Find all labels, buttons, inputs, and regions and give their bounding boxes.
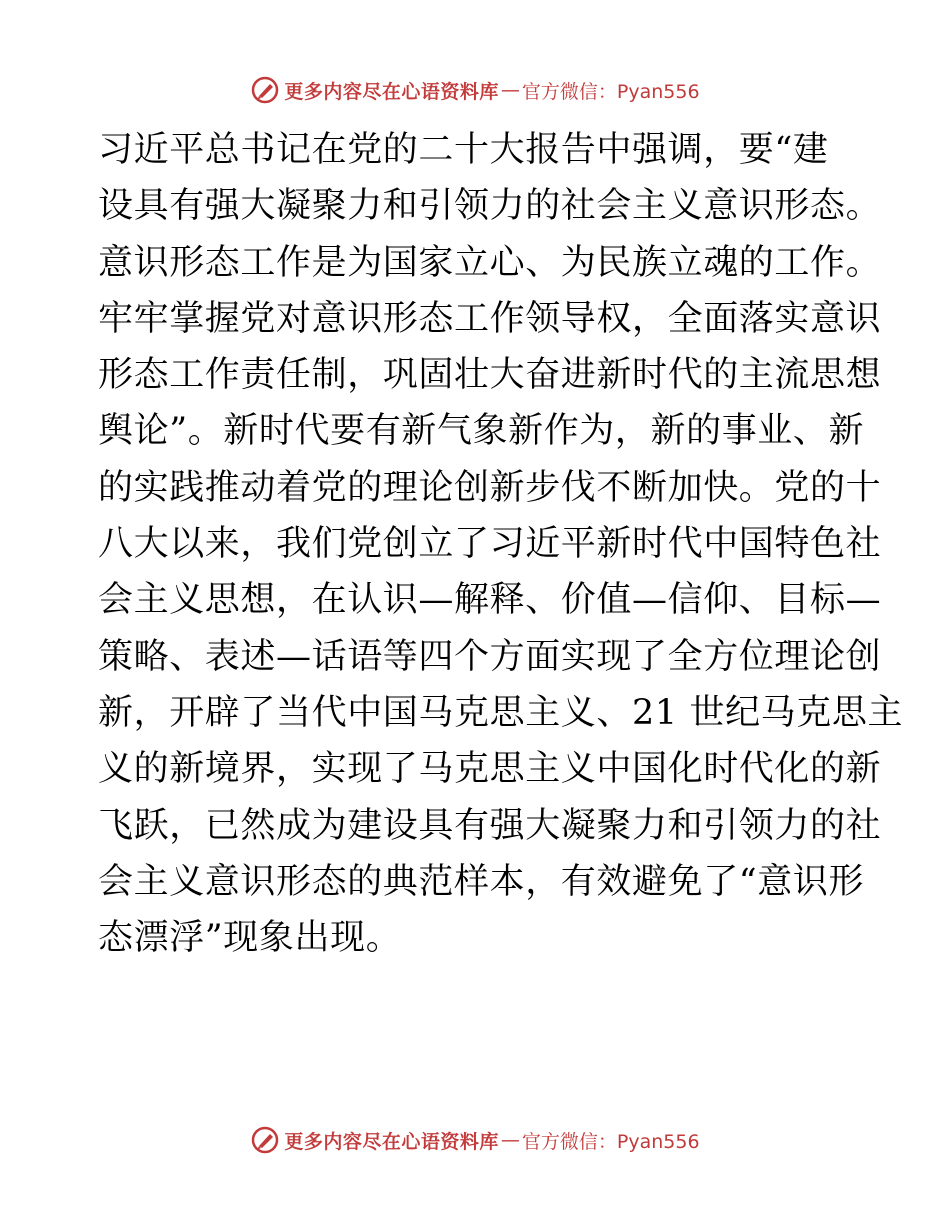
header-banner (0, 70, 950, 110)
header-banner-separator: — (500, 79, 520, 101)
body-line: 习近平总书记在党的二十大报告中强调，要“建 (98, 130, 829, 170)
body-line: 设具有强大凝聚力和引领力的社会主义意识形态。 (98, 186, 882, 227)
footer-banner-text: 更多内容尽在心语资料库 (284, 1130, 499, 1153)
pen-circle-logo-icon (250, 75, 280, 105)
body-line: 态漂浮”现象出现。 (98, 918, 402, 959)
body-line: 牢牢掌握党对意识形态工作领导权，全面落实意识 (98, 298, 882, 339)
footer-banner-separator: — (500, 1129, 520, 1151)
body-line: 义的新境界，实现了马克思主义中国化时代化的新 (98, 749, 882, 790)
body-line: 会主义思想，在认识—解释、价值—信仰、目标— (98, 580, 882, 621)
header-banner-text: 更多内容尽在心语资料库 (284, 80, 499, 103)
body-line: 八大以来，我们党创立了习近平新时代中国特色社 (98, 524, 882, 565)
body-text (98, 122, 904, 966)
footer-wechat-text: 官方微信：Pyan556 (521, 1130, 700, 1153)
body-line: 形态工作责任制，巩固壮大奋进新时代的主流思想 (98, 355, 882, 396)
header-wechat-text: 官方微信：Pyan556 (521, 80, 700, 103)
footer-banner (0, 1120, 950, 1160)
body-line: 飞跃，已然成为建设具有强大凝聚力和引领力的社 (98, 805, 882, 846)
body-line: 意识形态工作是为国家立心、为民族立魂的工作。 (98, 242, 882, 283)
body-line: 的实践推动着党的理论创新步伐不断加快。党的十 (98, 467, 882, 508)
body-line: 舆论”。新时代要有新气象新作为，新的事业、新 (98, 411, 865, 452)
body-line: 会主义意识形态的典范样本，有效避免了“意识形 (98, 861, 865, 902)
pen-circle-logo-icon (250, 1125, 280, 1155)
body-line: 新，开辟了当代中国马克思主义、21 世纪马克思主 (98, 692, 904, 733)
body-line: 策略、表述—话语等四个方面实现了全方位理论创 (98, 636, 882, 677)
